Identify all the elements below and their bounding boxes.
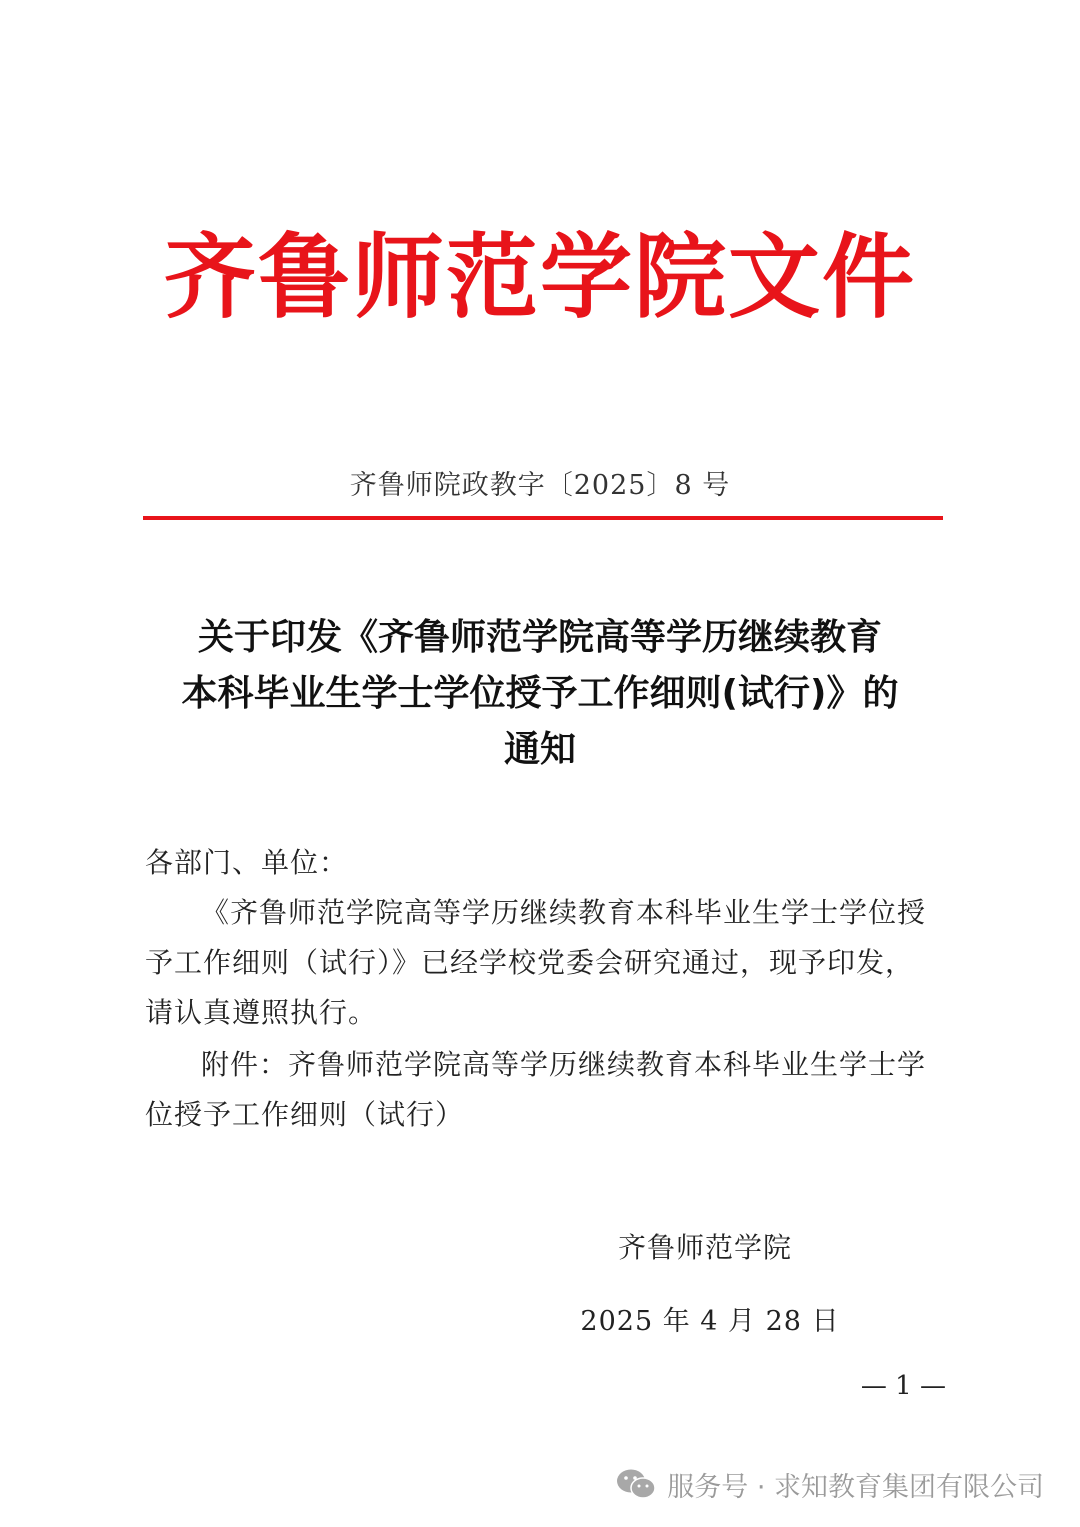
body-paragraph-1: 《齐鲁师范学院高等学历继续教育本科毕业生学士学位授予工作细则（试行）》已经学校党委会研究通过，现予印发，请认真遵照执行。	[145, 896, 927, 1029]
title-line-3: 通知	[503, 729, 576, 770]
watermark	[615, 1460, 1044, 1508]
red-divider-line	[143, 516, 943, 520]
attachment-paragraph: 附件：齐鲁师范学院高等学历继续教育本科毕业生学士学位授予工作细则（试行）	[145, 1048, 927, 1131]
title-line-2: 本科毕业生学士学位授予工作细则(试行)》的	[181, 673, 899, 714]
document-title	[120, 610, 960, 778]
document-masthead: 齐鲁师范学院文件	[163, 224, 916, 331]
watermark-text: 服务号 · 求知教育集团有限公司	[667, 1471, 1044, 1503]
title-line-1: 关于印发《齐鲁师范学院高等学历继续教育	[197, 617, 882, 658]
page-number: — 1 —	[860, 1371, 946, 1401]
signature-organization: 齐鲁师范学院	[617, 1231, 792, 1264]
wechat-icon	[615, 1467, 657, 1501]
document-number: 齐鲁师院政教字〔2025〕8 号	[349, 470, 731, 501]
signature-date: 2025 年 4 月 28 日	[580, 1306, 840, 1337]
salutation: 各部门、单位：	[145, 846, 349, 879]
